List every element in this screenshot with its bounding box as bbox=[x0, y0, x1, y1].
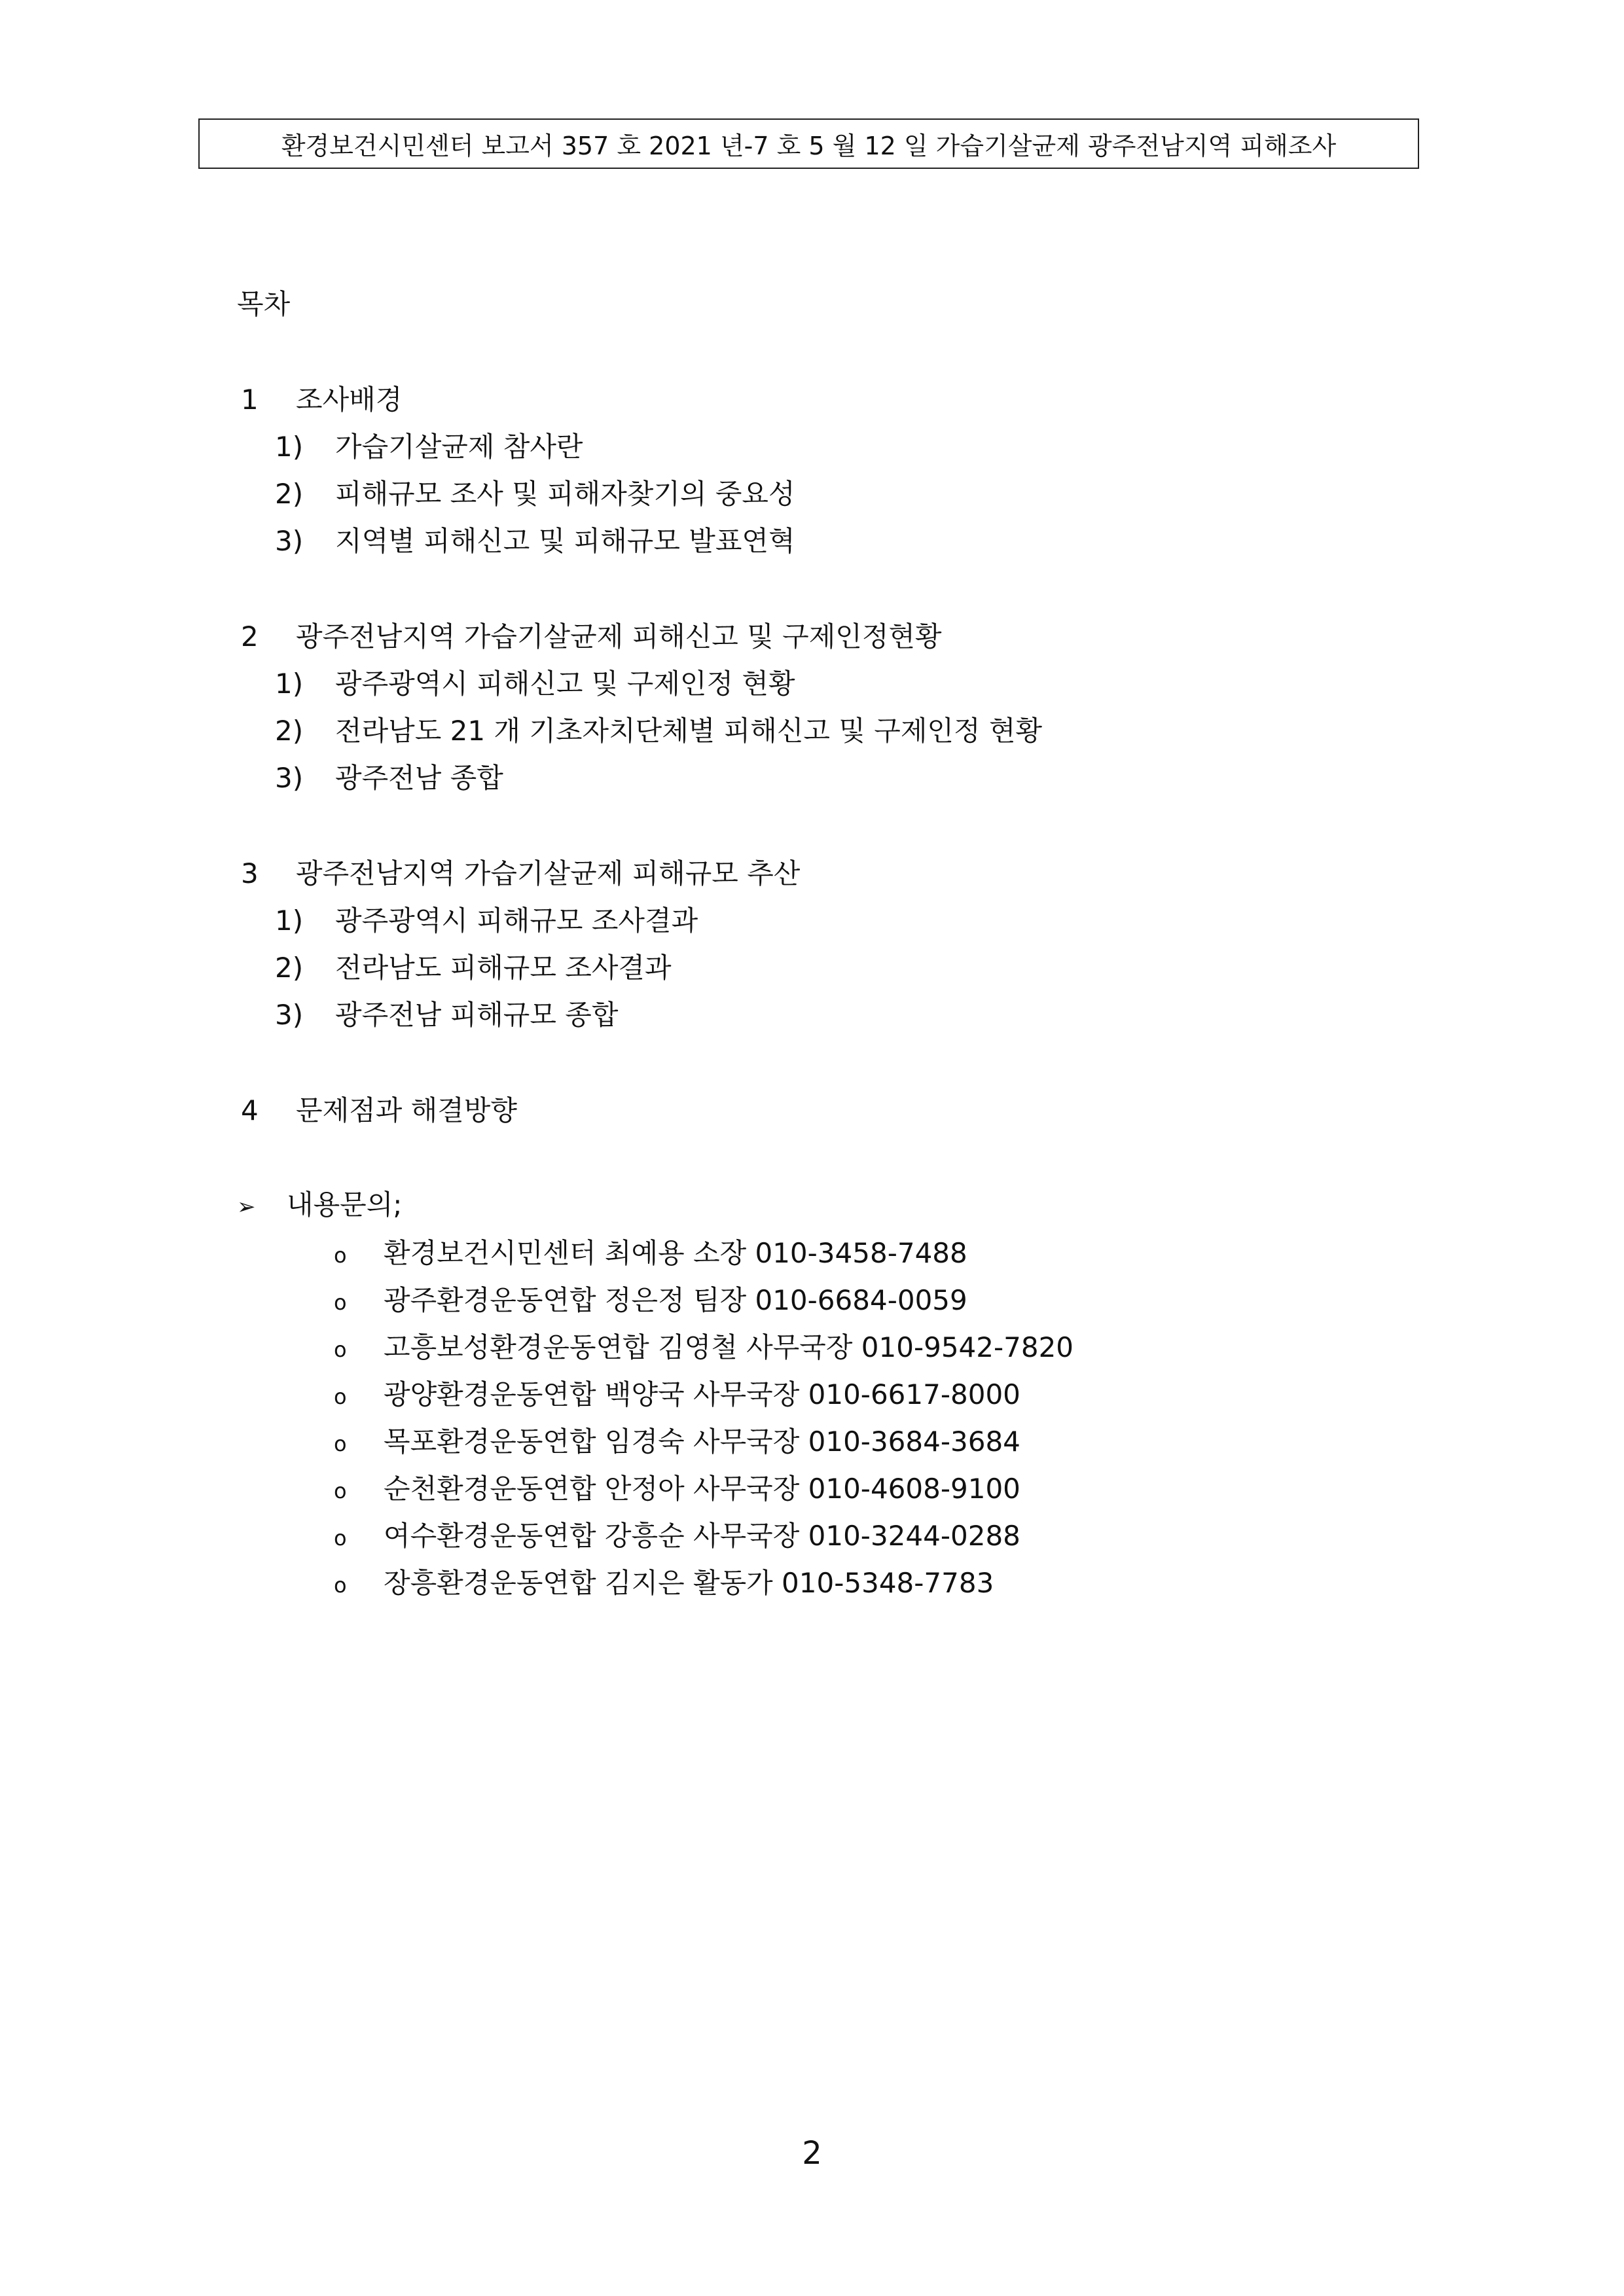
toc-item bbox=[275, 473, 795, 512]
toc-item-number: 3) bbox=[275, 999, 304, 1031]
circle-bullet-icon: o bbox=[334, 1526, 347, 1551]
toc-item-text: 지역별 피해신고 및 피해규모 발표연혁 bbox=[335, 525, 795, 557]
contact-text: 목포환경운동연합 임경숙 사무국장 010-3684-3684 bbox=[384, 1426, 1020, 1458]
toc-item-number: 2) bbox=[275, 715, 304, 747]
contact-item bbox=[334, 1232, 967, 1271]
contact-heading bbox=[237, 1183, 402, 1223]
circle-bullet-icon: o bbox=[334, 1573, 347, 1598]
toc-section-title: 광주전남지역 가습기살균제 피해규모 추산 bbox=[296, 857, 801, 889]
toc-section-number: 1 bbox=[241, 384, 259, 416]
contact-item bbox=[334, 1373, 1020, 1412]
page-number: 2 bbox=[802, 2135, 822, 2172]
contact-text: 환경보건시민센터 최예용 소장 010-3458-7488 bbox=[384, 1237, 967, 1269]
toc-item-text: 전라남도 피해규모 조사결과 bbox=[335, 952, 672, 984]
contact-item bbox=[334, 1420, 1020, 1460]
toc-section-4 bbox=[241, 1089, 517, 1128]
toc-section-2 bbox=[241, 615, 942, 655]
circle-bullet-icon: o bbox=[334, 1431, 347, 1456]
circle-bullet-icon: o bbox=[334, 1337, 347, 1362]
arrow-bullet-icon: ➢ bbox=[237, 1194, 256, 1220]
contact-item bbox=[334, 1279, 967, 1318]
contact-item bbox=[334, 1467, 1020, 1507]
toc-item bbox=[275, 994, 618, 1033]
toc-item-number: 3) bbox=[275, 762, 304, 794]
contact-item bbox=[334, 1562, 994, 1601]
circle-bullet-icon: o bbox=[334, 1243, 347, 1268]
toc-item-text: 피해규모 조사 및 피해자찾기의 중요성 bbox=[335, 478, 795, 510]
toc-section-title: 조사배경 bbox=[296, 384, 403, 416]
toc-item bbox=[275, 709, 1042, 749]
toc-item bbox=[275, 425, 583, 465]
contact-text: 여수환경운동연합 강흥순 사무국장 010-3244-0288 bbox=[384, 1520, 1020, 1552]
toc-item-text: 광주광역시 피해신고 및 구제인정 현황 bbox=[335, 668, 795, 700]
report-header-text: 환경보건시민센터 보고서 357 호 2021 년-7 호 5 월 12 일 가습기살균제 광주전남지역 피해조사 bbox=[281, 132, 1337, 160]
toc-item-number: 2) bbox=[275, 952, 304, 984]
toc-item-number: 3) bbox=[275, 525, 304, 557]
circle-bullet-icon: o bbox=[334, 1479, 347, 1503]
toc-item bbox=[275, 757, 503, 796]
toc-section-title: 문제점과 해결방향 bbox=[296, 1094, 517, 1126]
toc-section-number: 4 bbox=[241, 1094, 259, 1126]
toc-item-number: 1) bbox=[275, 431, 304, 463]
contact-text: 순천환경운동연합 안정아 사무국장 010-4608-9100 bbox=[384, 1473, 1020, 1505]
toc-item-text: 광주전남 피해규모 종합 bbox=[335, 999, 619, 1031]
contact-text: 광주환경운동연합 정은정 팀장 010-6684-0059 bbox=[384, 1284, 967, 1316]
toc-item-number: 1) bbox=[275, 905, 304, 937]
toc-item bbox=[275, 946, 672, 986]
toc-title: 목차 bbox=[237, 288, 291, 320]
contact-text: 광양환경운동연합 백양국 사무국장 010-6617-8000 bbox=[384, 1378, 1020, 1410]
circle-bullet-icon: o bbox=[334, 1290, 347, 1315]
toc-item-text: 광주전남 종합 bbox=[335, 762, 503, 794]
toc-item-text: 가습기살균제 참사란 bbox=[335, 431, 583, 463]
contact-heading-text: 내용문의; bbox=[287, 1189, 403, 1221]
toc-item bbox=[275, 662, 795, 702]
contact-item bbox=[334, 1515, 1020, 1554]
toc-item-number: 1) bbox=[275, 668, 304, 700]
toc-item-text: 전라남도 21 개 기초자치단체별 피해신고 및 구제인정 현황 bbox=[335, 715, 1043, 747]
contact-text: 장흥환경운동연합 김지은 활동가 010-5348-7783 bbox=[384, 1567, 994, 1599]
contact-item bbox=[334, 1326, 1074, 1365]
circle-bullet-icon: o bbox=[334, 1384, 347, 1409]
toc-item-number: 2) bbox=[275, 478, 304, 510]
toc-section-title: 광주전남지역 가습기살균제 피해신고 및 구제인정현황 bbox=[296, 620, 942, 653]
toc-item bbox=[275, 520, 795, 559]
toc-section-number: 3 bbox=[241, 857, 259, 889]
contact-text: 고흥보성환경운동연합 김영철 사무국장 010-9542-7820 bbox=[384, 1331, 1074, 1363]
toc-item-text: 광주광역시 피해규모 조사결과 bbox=[335, 905, 698, 937]
toc-item bbox=[275, 899, 698, 939]
toc-section-3 bbox=[241, 852, 800, 891]
report-header bbox=[198, 118, 1419, 169]
toc-section-number: 2 bbox=[241, 620, 259, 653]
toc-section-1 bbox=[241, 378, 402, 418]
